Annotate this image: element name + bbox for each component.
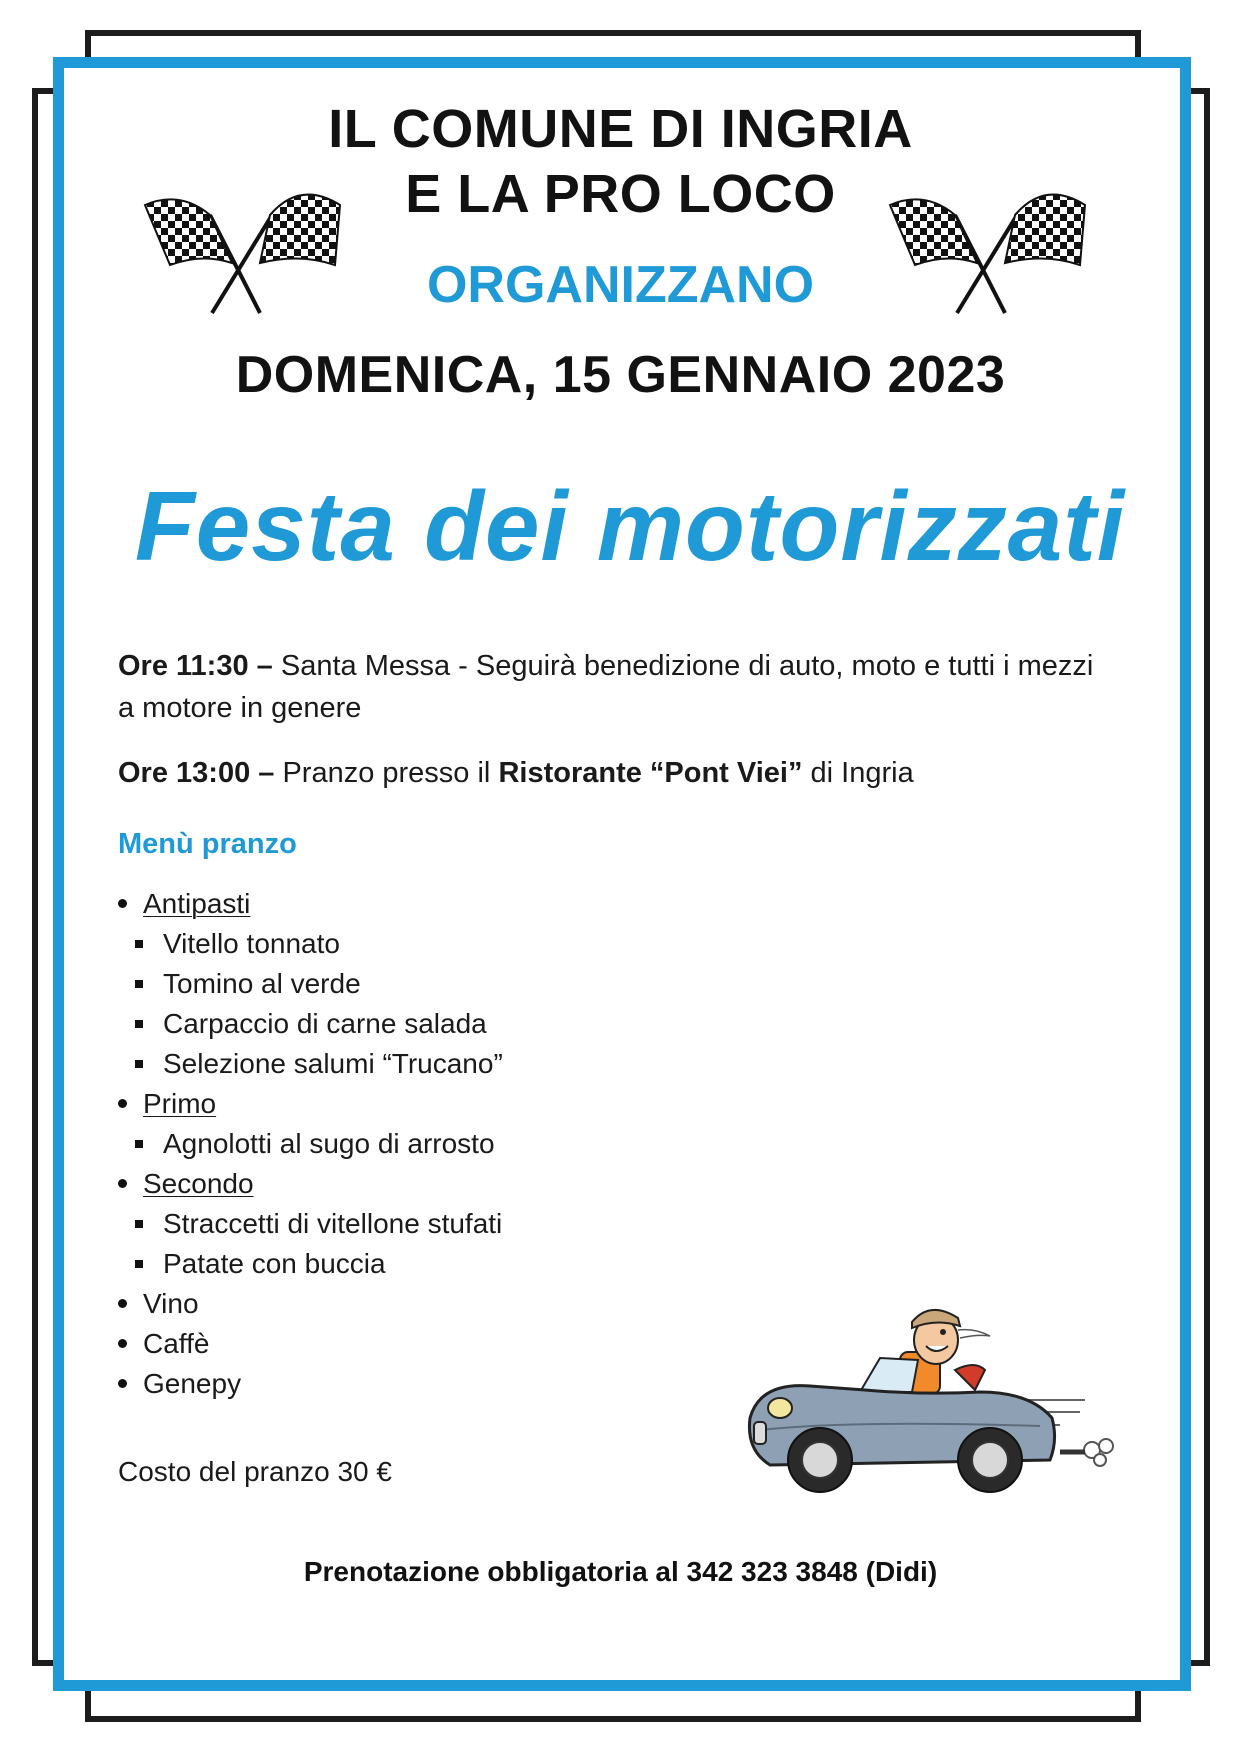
square-bullet-icon xyxy=(135,1260,143,1268)
menu-course xyxy=(118,1168,254,1200)
square-bullet-icon xyxy=(135,1220,143,1228)
checkered-flags-icon xyxy=(140,165,350,315)
dish-name: Carpaccio di carne salada xyxy=(163,1008,487,1039)
square-bullet-icon xyxy=(135,980,143,988)
menu-item xyxy=(118,1048,503,1080)
course-name: Secondo xyxy=(143,1168,254,1199)
bullet-icon xyxy=(118,1299,127,1308)
schedule-mass xyxy=(118,645,1098,729)
event-title: Festa dei motorizzati xyxy=(134,471,1126,581)
menu-course xyxy=(118,1328,209,1360)
bullet-icon xyxy=(118,1099,127,1108)
square-bullet-icon xyxy=(135,940,143,948)
organizer-line-1: IL COMUNE DI INGRIA xyxy=(328,99,913,159)
course-name: Antipasti xyxy=(143,888,251,919)
bullet-icon xyxy=(118,1179,127,1188)
square-bullet-icon xyxy=(135,1020,143,1028)
booking-info: Prenotazione obbligatoria al 342 323 3848 (Didi) xyxy=(303,1556,938,1587)
schedule-time: Ore 11:30 – xyxy=(118,650,273,682)
bullet-icon xyxy=(118,1379,127,1388)
checkered-flags-icon xyxy=(885,165,1095,315)
cartoon-car-illustration xyxy=(740,1300,1120,1500)
course-name: Caffè xyxy=(143,1328,210,1359)
schedule-text: Santa Messa - Seguirà benedizione di auto, moto e tutti i mezzi a motore in genere xyxy=(118,650,1094,724)
lunch-cost: Costo del pranzo 30 € xyxy=(118,1456,392,1487)
organizer-line-2: E LA PRO LOCO xyxy=(405,164,836,224)
dish-name: Selezione salumi “Trucano” xyxy=(163,1048,503,1079)
square-bullet-icon xyxy=(135,1140,143,1148)
schedule-time: Ore 13:00 – xyxy=(118,757,275,789)
course-name: Genepy xyxy=(143,1368,242,1399)
menu-item xyxy=(118,1248,386,1280)
menu-course xyxy=(118,888,250,920)
menu-course xyxy=(118,1288,199,1320)
course-name: Primo xyxy=(143,1088,217,1119)
square-bullet-icon xyxy=(135,1060,143,1068)
restaurant-name: Ristorante “Pont Viei” xyxy=(498,757,803,789)
dish-name: Agnolotti al sugo di arrosto xyxy=(163,1128,495,1159)
dish-name: Straccetti di vitellone stufati xyxy=(163,1208,503,1239)
menu-item xyxy=(118,968,361,1000)
event-date: DOMENICA, 15 GENNAIO 2023 xyxy=(235,346,1006,404)
schedule-text: Pranzo presso il xyxy=(274,757,499,789)
menu-course xyxy=(118,1088,216,1120)
dish-name: Tomino al verde xyxy=(163,968,361,999)
menu-item xyxy=(118,1008,487,1040)
dish-name: Vitello tonnato xyxy=(163,928,340,959)
organizzano-label: ORGANIZZANO xyxy=(426,256,815,314)
course-name: Vino xyxy=(143,1288,199,1319)
menu-title: Menù pranzo xyxy=(118,828,297,860)
menu-course xyxy=(118,1368,241,1400)
menu-item xyxy=(118,1208,502,1240)
menu-item xyxy=(118,1128,495,1160)
schedule-text: di Ingria xyxy=(802,757,914,789)
bullet-icon xyxy=(118,1339,127,1348)
menu-item xyxy=(118,928,340,960)
schedule-lunch xyxy=(118,752,1098,794)
bullet-icon xyxy=(118,899,127,908)
dish-name: Patate con buccia xyxy=(163,1248,386,1279)
